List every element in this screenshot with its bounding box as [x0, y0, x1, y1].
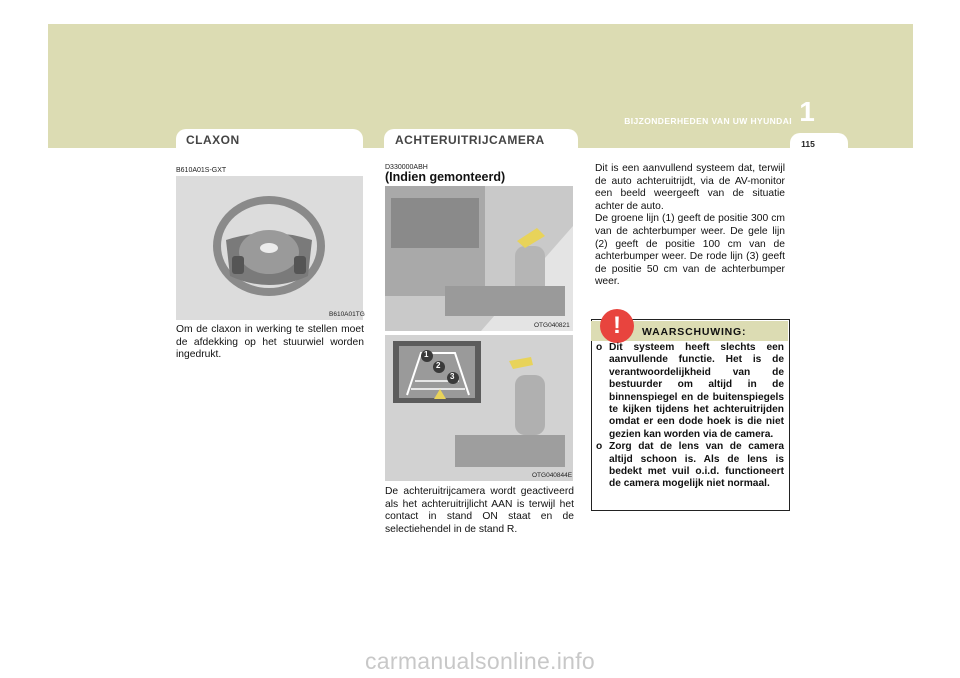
steering-wheel-illustration — [176, 176, 363, 320]
claxon-body: Om de claxon in werking te stellen moet de afdekking op het stuurwiel worden ingedrukt. — [176, 324, 364, 361]
chapter-number: 1 — [799, 96, 815, 127]
steering-wheel-figure — [176, 176, 363, 320]
shift-lever-illustration — [385, 186, 573, 331]
shift-lever-figure — [385, 186, 573, 331]
camera-lines-text: De groene lijn (1) geeft de positie 300 cm van de achterbumper weer. De gele lijn (2) geeft de positie 100 cm van de achterbumper weer. De rode lijn (3) geeft de positie 50 cm van de achterbumper weer. — [595, 213, 785, 288]
warning-item — [596, 441, 784, 491]
camera-monitor-illustration — [385, 335, 573, 481]
camera-figure1-label: OTG040821 — [534, 322, 570, 329]
warning-title: WAARSCHUWING: — [642, 326, 747, 338]
camera-description-text: Dit is een aanvullend systeem dat, terwijl de auto achteruitrijdt, via de AV-monitor een beeld weergeeft van de situatie achter de auto. — [595, 163, 785, 212]
camera-code: D330000ABH — [385, 164, 428, 171]
warning-item-text: Zorg dat de lens van de camera altijd schoon is. Als de lens is bedekt met vuil o.i.d. functioneert de camera mogelijk niet normaal. — [609, 441, 784, 490]
warning-bullet: o — [596, 441, 603, 453]
warning-icon: ! — [600, 309, 634, 343]
claxon-figure-label: B610A01TG — [329, 311, 365, 318]
warning-item — [596, 342, 784, 441]
claxon-code: B610A01S-GXT — [176, 167, 227, 174]
callout-2: 2 — [436, 361, 441, 370]
warning-item-text: Dit systeem heeft slechts een aanvullende functie. Het is de verantwoordelijkheid van de bestuurder om altijd in de binnenspiegel en de buitenspiegels te kijken tijdens het achteruitrijden omdat er een dode hoek is die niet gezien kan worden via de camera. — [609, 342, 784, 440]
warning-list — [596, 342, 784, 491]
camera-section-title: ACHTERUITRIJCAMERA — [395, 133, 545, 147]
camera-monitor-figure — [385, 335, 573, 481]
chapter-title: BIJZONDERHEDEN VAN UW HYUNDAI — [624, 116, 792, 126]
camera-subheading: (Indien gemonteerd) — [385, 170, 506, 184]
camera-description — [595, 163, 785, 289]
footer-watermark: carmanualsonline.info — [364, 648, 596, 674]
warning-bullet: o — [596, 342, 603, 353]
callout-1: 1 — [424, 350, 429, 359]
callout-3: 3 — [450, 372, 455, 381]
camera-figure2-label: OTG040844E — [532, 472, 573, 479]
camera-body: De achteruitrijcamera wordt geactiveerd als het achteruitrijlicht AAN is terwijl het contact in stand ON staat en de selectiehendel in de stand R. — [385, 486, 574, 535]
claxon-section-title: CLAXON — [186, 133, 240, 147]
page-number: 115 — [801, 139, 815, 149]
